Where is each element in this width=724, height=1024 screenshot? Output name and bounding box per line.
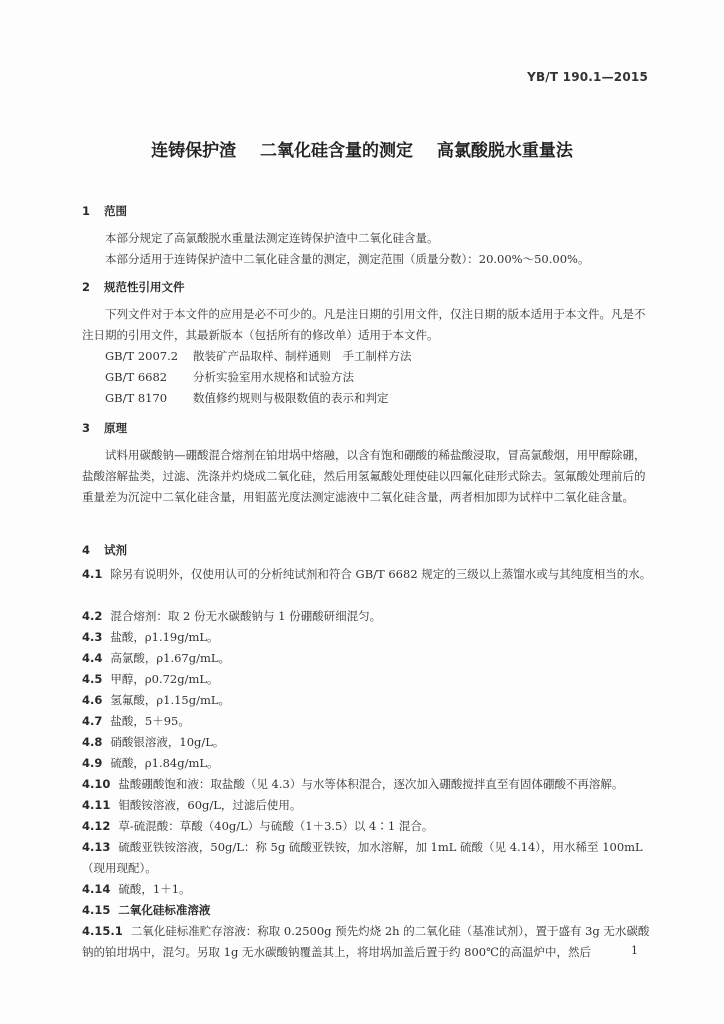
clause-number: 4.4 — [82, 651, 103, 665]
title-part-measure: 二氧化硅含量的测定 — [260, 141, 413, 161]
reagent-item — [82, 732, 654, 753]
reagent-item — [82, 774, 654, 795]
clause-number: 4.7 — [82, 714, 103, 728]
reagent-item — [82, 690, 654, 711]
clause-text: 硫酸，1＋1。 — [118, 882, 191, 896]
scope-paragraph-1: 本部分规定了高氯酸脱水重量法测定连铸保护渣中二氧化硅含量。 — [105, 231, 439, 245]
reagent-item — [82, 606, 654, 627]
clause-text: 硫酸，ρ1.84g/mL。 — [110, 756, 219, 770]
section-heading-reagents — [82, 542, 127, 558]
clause-number: 4.12 — [82, 819, 111, 833]
reference-code: GB/T 6682 — [105, 370, 168, 384]
section-number: 2 — [82, 280, 91, 294]
clause-number: 4.15 — [82, 903, 111, 917]
references-paragraph: 下列文件对于本文件的应用是必不可少的。凡是注日期的引用文件，仅注日期的版本适用于本文件。凡是不注日期的引用文件，其最新版本（包括所有的修改单）适用于本文件。 — [82, 307, 646, 342]
clause-text: 混合熔剂：取 2 份无水碳酸钠与 1 份硼酸研细混匀。 — [110, 609, 382, 623]
scope-paragraph-2: 本部分适用于连铸保护渣中二氧化硅含量的测定，测定范围（质量分数）：20.00%～50.00%。 — [105, 252, 590, 266]
title-part-product: 连铸保护渣 — [151, 141, 237, 161]
clause-text: 草-硫混酸：草酸（40g/L）与硫酸（1＋3.5）以 4∶1 混合。 — [118, 819, 434, 833]
reference-code: GB/T 8170 — [105, 391, 168, 405]
section-number: 4 — [82, 543, 91, 557]
reagent-item — [82, 837, 654, 879]
clause-text: 除另有说明外，仅使用认可的分析纯试剂和符合 GB/T 6682 规定的三级以上蒸馏水或与其纯度相当的水。 — [110, 567, 652, 581]
clause-number: 4.15.1 — [82, 924, 123, 938]
clause-text: 甲醇，ρ0.72g/mL。 — [110, 672, 219, 686]
clause-text: 盐酸，ρ1.19g/mL。 — [110, 630, 219, 644]
clause-number: 4.2 — [82, 609, 103, 623]
clause-text: 高氯酸，ρ1.67g/mL。 — [110, 651, 231, 665]
reagent-item — [82, 648, 654, 669]
section-heading-scope — [82, 203, 127, 219]
page-number: 1 — [631, 944, 638, 957]
clause-text: 硫酸亚铁铵溶液，50g/L：称 5g 硫酸亚铁铵，加水溶解，加 1mL 硫酸（见 4.14），用水稀至 100mL（现用现配）。 — [82, 840, 643, 875]
clause-text: 盐酸硼酸饱和液：取盐酸（见 4.3）与水等体积混合，逐次加入硼酸搅拌直至有固体硼酸不再溶解。 — [118, 777, 624, 791]
reagent-item — [82, 921, 654, 963]
clause-number: 4.10 — [82, 777, 111, 791]
section-title: 原理 — [104, 421, 127, 435]
document-title — [0, 136, 724, 161]
clause-number: 4.13 — [82, 840, 111, 854]
reference-item — [105, 369, 354, 385]
reference-code: GB/T 2007.2 — [105, 349, 179, 363]
section-number: 3 — [82, 421, 91, 435]
clause-number: 4.1 — [82, 567, 103, 581]
reagent-item — [82, 753, 654, 774]
reagent-item — [82, 564, 654, 585]
reagent-item — [82, 879, 654, 900]
section-number: 1 — [82, 204, 91, 218]
title-part-method: 高氯酸脱水重量法 — [436, 141, 573, 161]
section-heading-principle — [82, 420, 127, 436]
section-title: 规范性引用文件 — [104, 280, 185, 294]
clause-text: 盐酸，5＋95。 — [110, 714, 190, 728]
clause-text: 二氧化硅标准贮存溶液：称取 0.2500g 预先灼烧 2h 的二氧化硅（基准试剂），置于盛有 3g 无水碳酸钠的铂坩埚中，混匀。另取 1g 无水碳酸钠覆盖其上，将坩埚加盖后置于约 800℃的高温炉中，然后 — [82, 924, 650, 959]
reference-title: 分析实验室用水规格和试验方法 — [193, 370, 354, 384]
reference-item — [105, 390, 389, 406]
reagent-item — [82, 711, 654, 732]
clause-number: 4.3 — [82, 630, 103, 644]
reagent-item — [82, 669, 654, 690]
clause-number: 4.8 — [82, 735, 103, 749]
reference-item — [105, 348, 412, 364]
principle-paragraph: 试料用碳酸钠—硼酸混合熔剂在铂坩埚中熔融，以含有饱和硼酸的稀盐酸浸取，冒高氯酸烟，用甲醇除硼，盐酸溶解盐类，过滤、洗涤并灼烧成二氧化硅，然后用氢氟酸处理使硅以四氟化硅形式除去。氢氟酸处理前后的重量差为沉淀中二氧化硅含量，用钼蓝光度法测定滤液中二氧化硅含量，两者相加即为试样中二氧化硅含量。 — [82, 448, 646, 504]
clause-number: 4.9 — [82, 756, 103, 770]
reagent-item — [82, 627, 654, 648]
section-title: 试剂 — [104, 543, 127, 557]
clause-number: 4.14 — [82, 882, 111, 896]
reagent-item — [82, 795, 654, 816]
clause-text: 硝酸银溶液，10g/L。 — [110, 735, 225, 749]
section-title: 范围 — [104, 204, 127, 218]
reference-title: 数值修约规则与极限数值的表示和判定 — [193, 391, 389, 405]
clause-text: 钼酸铵溶液，60g/L，过滤后使用。 — [118, 798, 302, 812]
section-heading-normative-references — [82, 279, 185, 295]
clause-number: 4.11 — [82, 798, 111, 812]
reagent-subheading — [82, 900, 654, 921]
standard-number: YB/T 190.1—2015 — [527, 70, 648, 84]
reagent-item — [82, 816, 654, 837]
clause-text: 氢氟酸，ρ1.15g/mL。 — [110, 693, 231, 707]
clause-number: 4.5 — [82, 672, 103, 686]
clause-number: 4.6 — [82, 693, 103, 707]
clause-text: 二氧化硅标准溶液 — [118, 903, 211, 917]
reference-title: 散装矿产品取样、制样通则 手工制样方法 — [193, 349, 412, 363]
